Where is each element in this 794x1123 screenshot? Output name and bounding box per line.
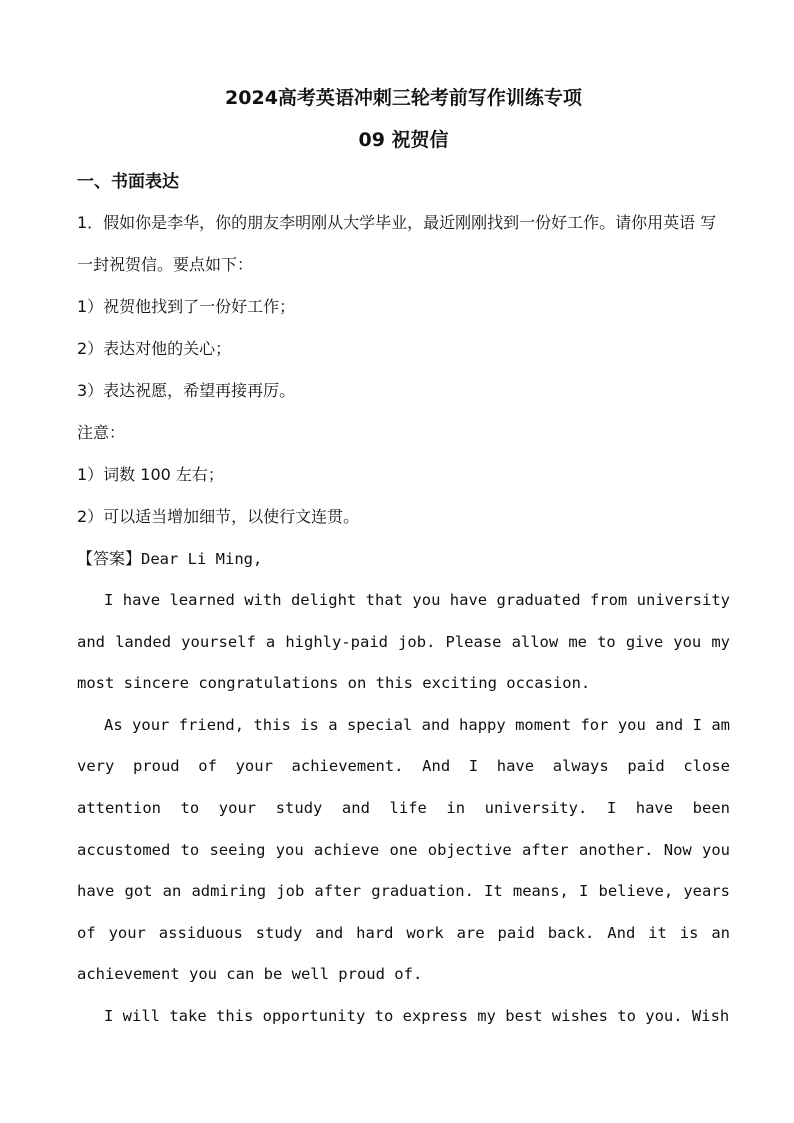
question-prompt: 1．假如你是李华，你的朋友李明刚从大学毕业，最近刚刚找到一份好工作。请你用英语 写一封祝贺信。要点如下： — [77, 213, 717, 274]
note-item: 2）可以适当增加细节，以使行文连贯。 — [77, 507, 360, 526]
document-subtitle: 09 祝贺信 — [358, 129, 449, 151]
note-item: 1）词数 100 左右； — [77, 465, 224, 484]
answer-line — [77, 538, 730, 580]
answer-paragraph: I will take this opportunity to express my best wishes to you. Wish — [104, 1006, 730, 1025]
section-heading: 一、书面表达 — [77, 172, 179, 192]
question-point: 2）表达对他的关心； — [77, 339, 232, 358]
note-label: 注意： — [77, 423, 126, 442]
answer-salutation: Dear Li Ming, — [141, 550, 263, 568]
document-title: 2024高考英语冲刺三轮考前写作训练专项 — [225, 87, 582, 109]
answer-label: 【答案】 — [77, 549, 142, 568]
question-point: 1）祝贺他找到了一份好工作； — [77, 297, 296, 316]
answer-paragraph: As your friend, this is a special and happy moment for you and I am very proud of your achievement. And I have always paid close attention to your study and life in university. I have been accustomed to seeing you achieve one objective after another. Now you have got an admiring job after graduation. It means, I believe, years of your assiduous study and hard work are paid back. And it is an achievement you can be well proud of. — [77, 715, 730, 984]
question-point: 3）表达祝愿，希望再接再厉。 — [77, 381, 296, 400]
answer-paragraph: I have learned with delight that you have graduated from university and landed yourself a highly-paid job. Please allow me to give you my most sincere congratulations on this exciting occasion. — [77, 591, 730, 693]
